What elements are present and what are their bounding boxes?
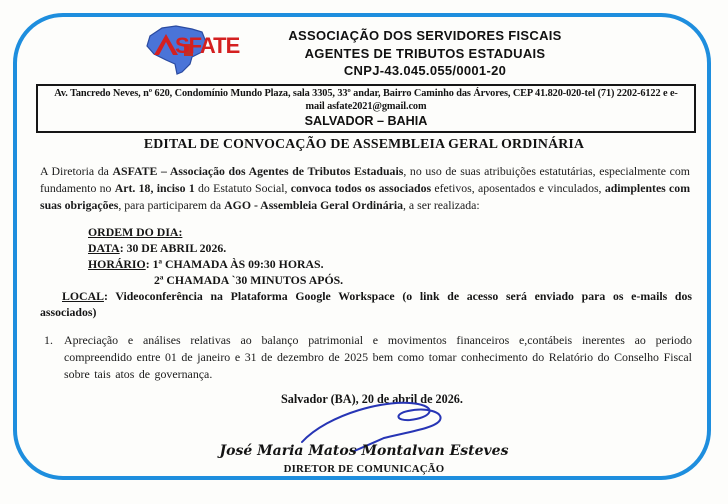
document-title: EDITAL DE CONVOCAÇÃO DE ASSEMBLEIA GERAL ORDINÁRIA xyxy=(143,136,585,151)
date-line: Salvador (BA), 20 de abril de 2026. xyxy=(281,392,463,406)
signer-name: José Maria Matos Montalvan Esteves xyxy=(219,443,509,459)
org-name-line2: AGENTES DE TRIBUTOS ESTADUAIS xyxy=(304,45,546,61)
org-cnpj: CNPJ-43.045.055/0001-20 xyxy=(343,63,507,78)
agenda-location-paragraph: LOCAL: Videoconferência na Plataforma Google Workspace (o link de acesso será enviado para os e-mails dos associados) xyxy=(40,289,692,319)
item-number: 1. xyxy=(44,333,53,347)
org-header xyxy=(190,27,660,80)
agenda-second-call-line: 2ª CHAMADA `30 MINUTOS APÓS. xyxy=(154,273,344,287)
agenda-date-line: DATA: 30 DE ABRIL 2026. xyxy=(88,241,227,255)
intro-paragraph: A Diretoria da ASFATE – Associação dos Agentes de Tributos Estaduais, no uso de suas atribuições estatutárias, especialmente com fundamento no Art. 18, inciso 1 do Estatuto Social, convoca todos os associados efetivos, aposentados e vinculados, adimplentes com suas obrigações, para participarem da AGO - Assembleia Geral Ordinária, a ser realizada: xyxy=(40,164,691,212)
agenda-time-line: HORÁRIO: 1ª CHAMADA ÀS 09:30 HORAS. xyxy=(88,257,324,271)
agenda-heading: ORDEM DO DIA: xyxy=(88,225,183,239)
signer-role: DIRETOR DE COMUNICAÇÃO xyxy=(283,463,445,475)
agenda-block xyxy=(88,224,648,288)
address-box xyxy=(36,84,696,133)
address-text: Av. Tancredo Neves, nº 620, Condomínio Mundo Plaza, sala 3305, 33º andar, Bairro Caminho das Árvores, CEP 41.820-020-tel (71) 2202-6122 e e-mail asfate2021@gmail.com xyxy=(54,88,678,112)
item-text: Apreciação e análises relativas ao balanço patrimonial e movimentos financeiros e,contábeis inerentes ao periodo compreendido entre 01 de janeiro e 31 de dezembro de 2025 bem como tomar conhecimento do Relatório do Conselho Fiscal sobre tais atos de governança. xyxy=(64,333,692,382)
logo-text: SFATE xyxy=(175,33,240,58)
address-city: SALVADOR – BAHIA xyxy=(304,114,428,129)
org-name-line1: ASSOCIAÇÃO DOS SERVIDORES FISCAIS xyxy=(288,28,562,43)
agenda-item-1 xyxy=(44,332,692,384)
